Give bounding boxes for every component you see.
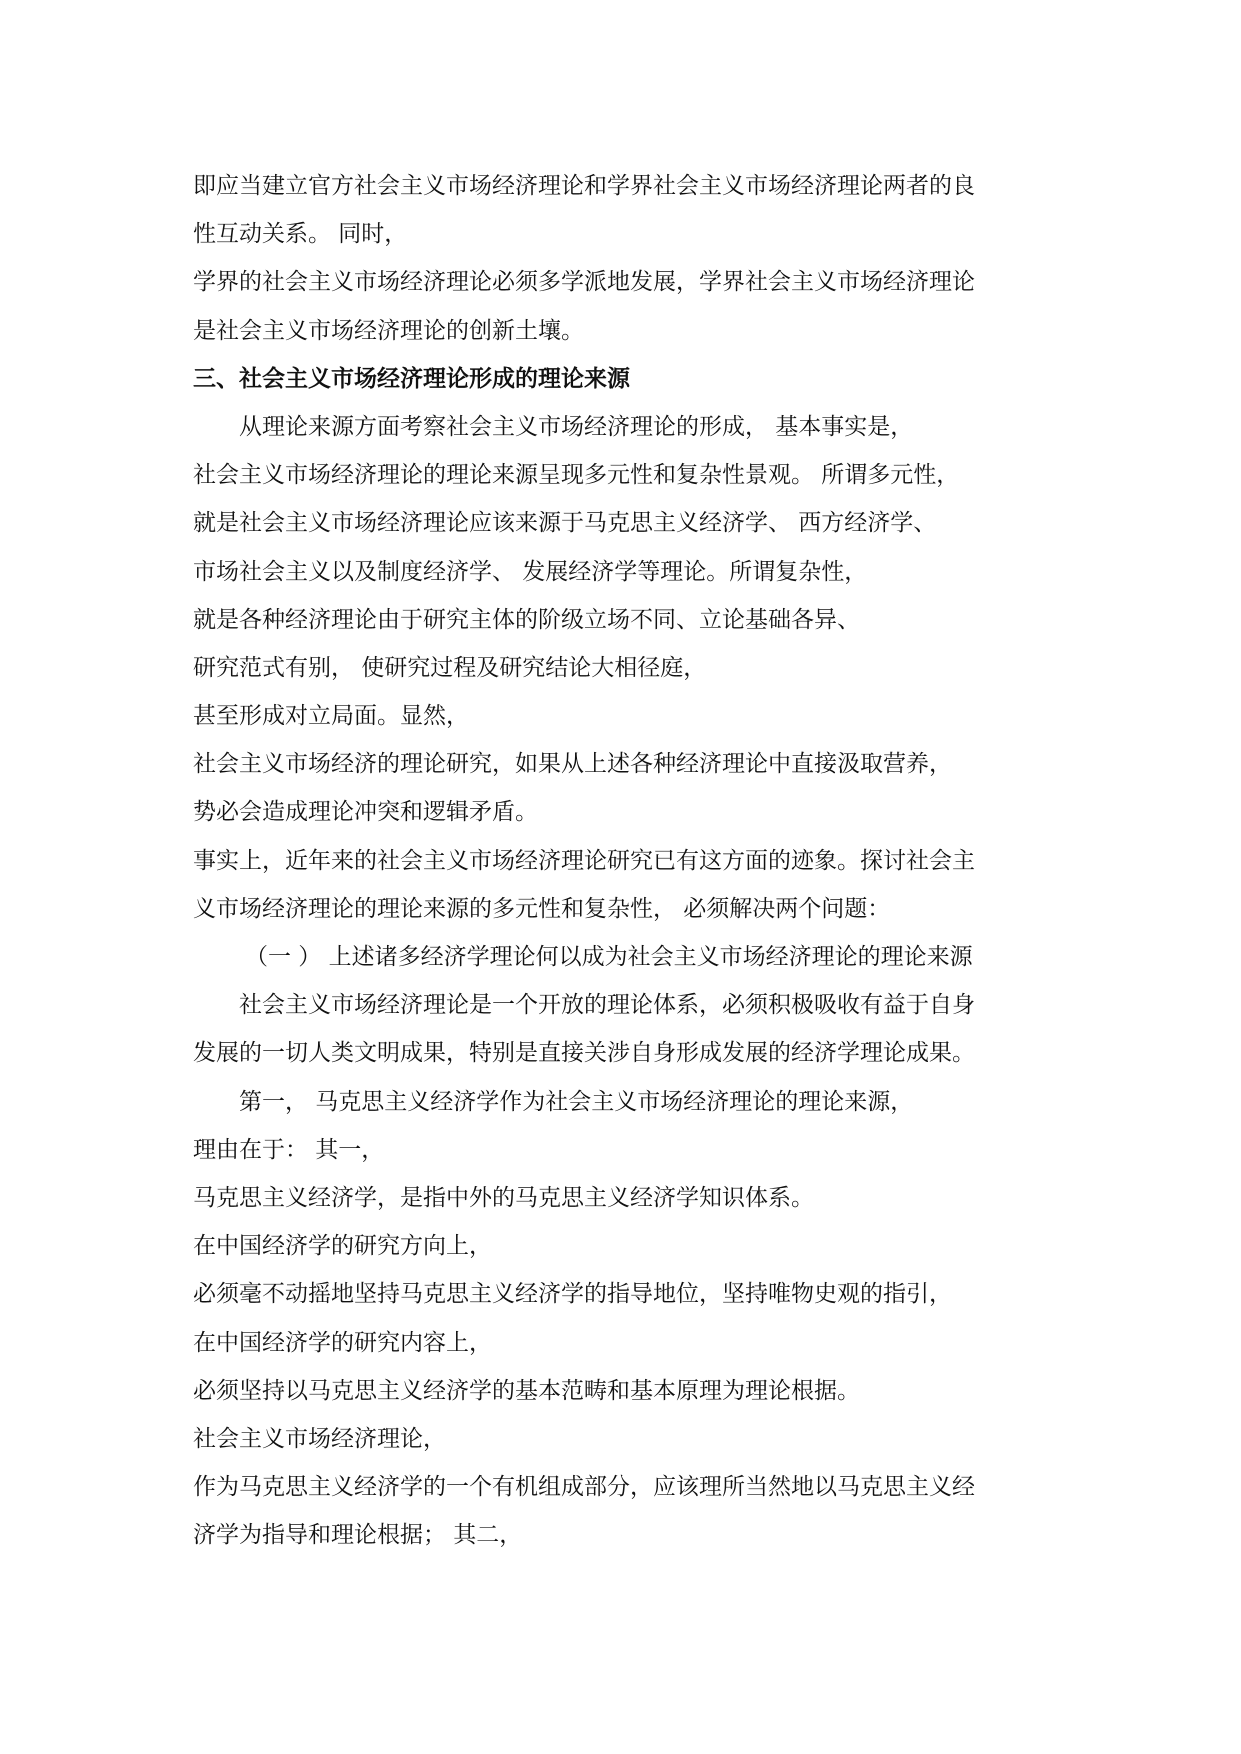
body-line: 发展的一切人类文明成果，特别是直接关涉自身形成发展的经济学理论成果。: [193, 1040, 975, 1067]
document-body: [193, 162, 1053, 1559]
body-line: 马克思主义经济学，是指中外的马克思主义经济学知识体系。: [193, 1184, 814, 1211]
body-line: 必须毫不动摇地坚持马克思主义经济学的指导地位，坚持唯物史观的指引，: [193, 1281, 952, 1308]
body-line: 社会主义市场经济理论是一个开放的理论体系，必须积极吸收有益于自身: [239, 992, 975, 1019]
body-line: 甚至形成对立局面。显然，: [193, 703, 469, 730]
body-line: 社会主义市场经济理论的理论来源呈现多元性和复杂性景观。 所谓多元性，: [193, 462, 960, 489]
body-line: 社会主义市场经济理论，: [193, 1425, 446, 1452]
body-line: 研究范式有别， 使研究过程及研究结论大相径庭，: [193, 654, 707, 681]
body-line: 作为马克思主义经济学的一个有机组成部分，应该理所当然地以马克思主义经: [193, 1474, 975, 1501]
body-line: 学界的社会主义市场经济理论必须多学派地发展，学界社会主义市场经济理论: [193, 269, 975, 296]
body-line: 就是社会主义市场经济理论应该来源于马克思主义经济学、 西方经济学、: [193, 510, 937, 537]
body-line: 性互动关系。 同时，: [193, 221, 408, 248]
body-line: 势必会造成理论冲突和逻辑矛盾。: [193, 799, 538, 826]
body-line: 理由在于： 其一，: [193, 1136, 385, 1163]
body-line: 就是各种经济理论由于研究主体的阶级立场不同、立论基础各异、: [193, 606, 860, 633]
body-line: 社会主义市场经济的理论研究，如果从上述各种经济理论中直接汲取营养，: [193, 751, 952, 778]
body-line: 第一， 马克思主义经济学作为社会主义市场经济理论的理论来源，: [239, 1088, 914, 1115]
body-line: 从理论来源方面考察社会主义市场经济理论的形成， 基本事实是，: [239, 413, 914, 440]
body-line: 在中国经济学的研究方向上，: [193, 1233, 492, 1260]
body-line: 即应当建立官方社会主义市场经济理论和学界社会主义市场经济理论两者的良: [193, 173, 975, 199]
body-line: 义市场经济理论的理论来源的多元性和复杂性， 必须解决两个问题：: [193, 895, 891, 922]
body-line: 济学为指导和理论根据； 其二，: [193, 1522, 523, 1549]
section-heading: 三、社会主义市场经济理论形成的理论来源: [193, 364, 630, 392]
body-line: 事实上，近年来的社会主义市场经济理论研究已有这方面的迹象。探讨社会主: [193, 847, 975, 874]
body-line: 在中国经济学的研究内容上，: [193, 1329, 492, 1356]
subsection-heading: （一 ） 上述诸多经济学理论何以成为社会主义市场经济理论的理论来源: [245, 944, 973, 970]
body-line: 市场社会主义以及制度经济学、 发展经济学等理论。所谓复杂性，: [193, 558, 868, 585]
body-line: 是社会主义市场经济理论的创新土壤。: [193, 317, 584, 344]
body-line: 必须坚持以马克思主义经济学的基本范畴和基本原理为理论根据。: [193, 1377, 860, 1404]
